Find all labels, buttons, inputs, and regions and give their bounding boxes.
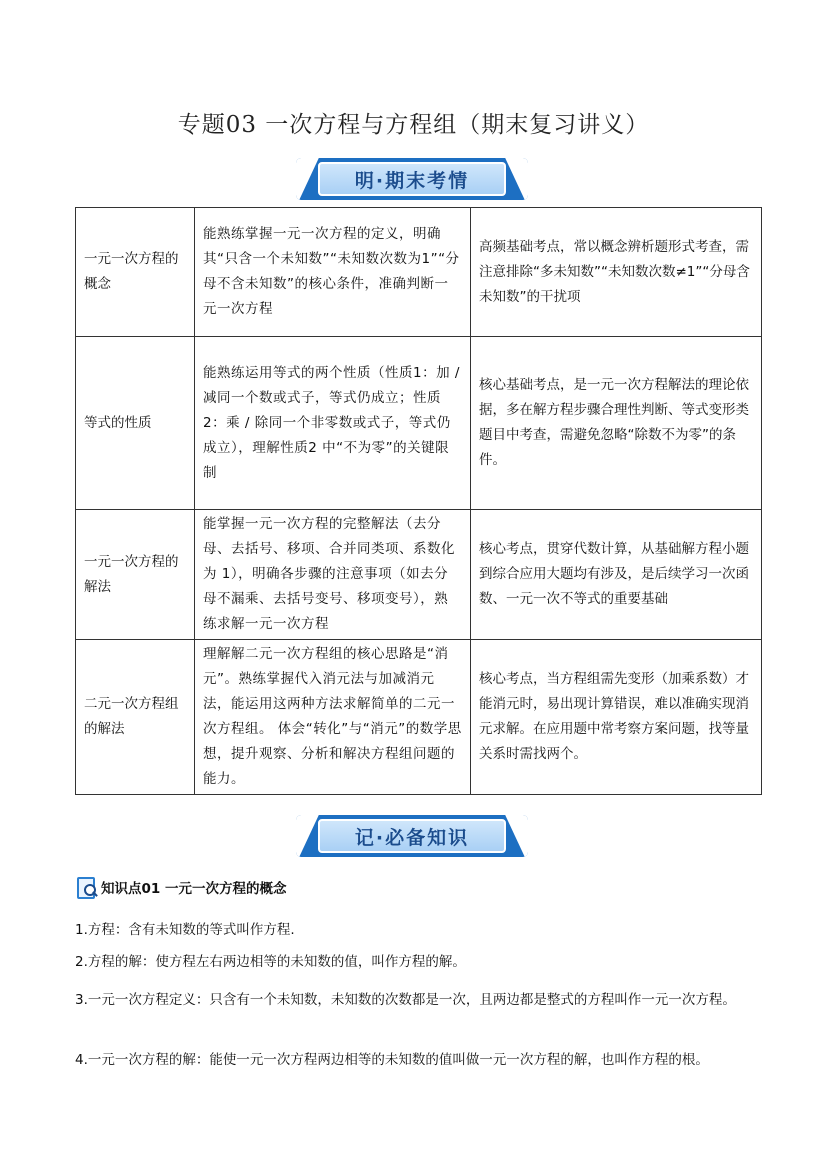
topic-cell: 一元一次方程的概念 — [76, 208, 195, 337]
knowledge-item: 3.一元一次方程定义：只含有一个未知数，未知数的次数都是一次，且两边都是整式的方程叫作一元一次方程。 — [75, 992, 736, 1008]
table-row — [76, 510, 762, 640]
topic-cell: 一元一次方程的解法 — [76, 510, 195, 640]
banner-label: 记·必备知识 — [354, 827, 470, 849]
topic-cell: 等式的性质 — [76, 337, 195, 510]
analysis-cell: 核心基础考点，是一元一次方程解法的理论依据，多在解方程步骤合理性判断、等式变形类题目中考查，需避免忽略“除数不为零”的条件。 — [471, 337, 762, 510]
topic-cell: 二元一次方程组的解法 — [76, 640, 195, 795]
table-row — [76, 640, 762, 795]
knowledge-item: 1.方程：含有未知数的等式叫作方程. — [75, 922, 295, 938]
knowledge-item: 2.方程的解：使方程左右两边相等的未知数的值，叫作方程的解。 — [75, 954, 466, 970]
analysis-cell: 核心考点，贯穿代数计算，从基础解方程小题到综合应用大题均有涉及，是后续学习一次函数、一元一次不等式的重要基础 — [471, 510, 762, 640]
requirement-cell: 能掌握一元一次方程的完整解法（去分母、去括号、移项、合并同类项、系数化为 1），明确各步骤的注意事项（如去分母不漏乘、去括号变号、移项变号），熟练求解一元一次方程 — [195, 510, 471, 640]
analysis-cell: 核心考点，当方程组需先变形（加乘系数）才能消元时，易出现计算错误，难以准确实现消元求解。在应用题中常考察方案问题，找等量关系时需找两个。 — [471, 640, 762, 795]
banner-label: 明·期末考情 — [354, 170, 470, 192]
requirement-cell: 理解解二元一次方程组的核心思路是“消元”。熟练掌握代入消元法与加减消元法，能运用这两种方法求解简单的二元一次方程组。 体会“转化”与“消元”的数学思想，提升观察、分析和解决方程组问题的能力。 — [195, 640, 471, 795]
table-row — [76, 337, 762, 510]
page-title: 专题03 一次方程与方程组（期末复习讲义） — [177, 112, 650, 138]
knowledge-point-title: 知识点01 一元一次方程的概念 — [101, 881, 287, 897]
table-row — [76, 208, 762, 337]
section-banner-exam — [296, 158, 528, 200]
knowledge-point-heading — [75, 876, 287, 898]
exam-overview-table — [75, 207, 762, 795]
document-search-icon — [75, 876, 97, 898]
requirement-cell: 能熟练掌握一元一次方程的定义，明确其“只含一个未知数”“未知数次数为1”“分母不含未知数”的核心条件，准确判断一元一次方程 — [195, 208, 471, 337]
section-banner-knowledge — [296, 815, 528, 857]
requirement-cell: 能熟练运用等式的两个性质（性质1：加 / 减同一个数或式子，等式仍成立；性质 2：乘 / 除同一个非零数或式子，等式仍成立），理解性质2 中“不为零”的关键限制 — [195, 337, 471, 510]
knowledge-item: 4.一元一次方程的解：能使一元一次方程两边相等的未知数的值叫做一元一次方程的解，也叫作方程的根。 — [75, 1052, 709, 1068]
analysis-cell: 高频基础考点，常以概念辨析题形式考查，需注意排除“多未知数”“未知数次数≠1”“分母含未知数”的干扰项 — [471, 208, 762, 337]
